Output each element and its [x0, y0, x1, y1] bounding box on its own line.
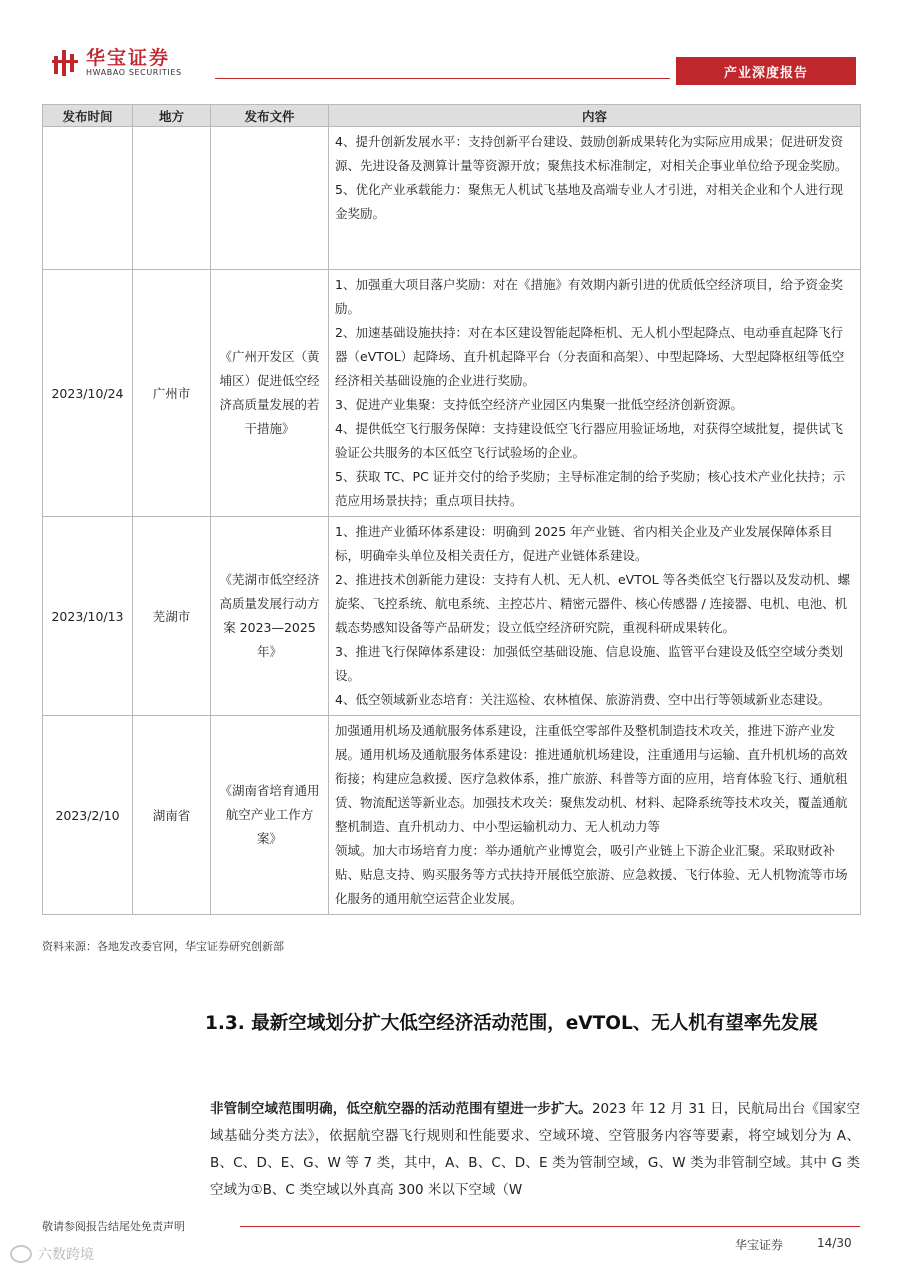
content-item: 4、提供低空飞行服务保障：支持建设低空飞行器应用验证场地，对获得空域批复，提供试飞验证公共服务的本区低空飞行试验场的企业。 [335, 421, 843, 460]
cell-file: 《广州开发区（黄埔区）促进低空经济高质量发展的若干措施》 [211, 270, 329, 517]
table-header-row [43, 105, 861, 127]
content-item: 1、加强重大项目落户奖励：对在《措施》有效期内新引进的优质低空经济项目，给予资金奖励。 [335, 277, 843, 316]
content-item: 4、提升创新发展水平：支持创新平台建设、鼓励创新成果转化为实际应用成果；促进研发资源、先进设备及测算计量等资源开放；聚焦技术标准制定，对相关企事业单位给予现金奖励。 [335, 134, 848, 173]
table-row [43, 270, 861, 517]
body-paragraph [210, 1096, 860, 1204]
page-header [0, 0, 900, 95]
cell-place: 湖南省 [133, 716, 211, 915]
page-number: 14/30 [817, 1236, 852, 1250]
cell-place: 芜湖市 [133, 517, 211, 716]
col-header-place: 地方 [133, 105, 211, 127]
cell-place: 广州市 [133, 270, 211, 517]
cell-date: 2023/2/10 [43, 716, 133, 915]
content-item: 4、低空领域新业态培育：关注巡检、农林植保、旅游消费、空中出行等领域新业态建设。 [335, 692, 831, 707]
cell-place [133, 127, 211, 270]
content-item: 5、获取 TC、PC 证并交付的给予奖励；主导标准定制的给予奖励；核心技术产业化扶持；示范应用场景扶持；重点项目扶持。 [335, 469, 846, 508]
content-item: 3、推进飞行保障体系建设：加强低空基础设施、信息设施、监管平台建设及低空空域分类划设。 [335, 644, 843, 683]
logo-cn-text: 华宝证券 [86, 47, 171, 69]
footer-company: 华宝证券 [735, 1238, 784, 1252]
content-item: 2、加速基础设施扶持：对在本区建设智能起降柜机、无人机小型起降点、电动垂直起降飞行器（eVTOL）起降场、直升机起降平台（分表面和高架）、中型起降场、大型起降枢纽等低空经济相关基础设施的企业进行奖励。 [335, 325, 845, 388]
cell-content [329, 270, 861, 517]
table-row [43, 517, 861, 716]
cell-date: 2023/10/13 [43, 517, 133, 716]
cell-file: 《湖南省培育通用航空产业工作方案》 [211, 716, 329, 915]
cell-file [211, 127, 329, 270]
company-logo [52, 48, 182, 78]
section-title: 1.3. 最新空域划分扩大低空经济活动范围，eVTOL、无人机有望率先发展 [205, 1013, 818, 1034]
body-lead-bold: 非管制空域范围明确，低空航空器的活动范围有望进一步扩大。 [210, 1101, 592, 1117]
logo-mark-icon [52, 50, 80, 76]
logo-en-text: HWABAO SECURITIES [86, 68, 182, 77]
footer-disclaimer: 敬请参阅报告结尾处免责声明 [42, 1220, 185, 1233]
footer-rule [240, 1226, 860, 1227]
content-item: 1、推进产业循环体系建设：明确到 2025 年产业链、省内相关企业及产业发展保障体系目标，明确牵头单位及相关责任方，促进产业链体系建设。 [335, 524, 833, 563]
cell-content [329, 517, 861, 716]
col-header-date: 发布时间 [43, 105, 133, 127]
content-item: 3、促进产业集聚：支持低空经济产业园区内集聚一批低空经济创新资源。 [335, 397, 743, 412]
watermark-text: 六数跨境 [38, 1247, 94, 1263]
policy-table [42, 104, 861, 915]
cell-content [329, 716, 861, 915]
content-item: 2、推进技术创新能力建设：支持有人机、无人机、eVTOL 等各类低空飞行器以及发动机、螺旋桨、飞控系统、航电系统、主控芯片、精密元器件、核心传感器 / 连接器、电机、电池、机载态势感知设备等产品研发；设立低空经济研究院，重视科研成果转化。 [335, 572, 851, 635]
cell-date: 2023/10/24 [43, 270, 133, 517]
cell-date [43, 127, 133, 270]
content-item: 5、优化产业承载能力：聚焦无人机试飞基地及高端专业人才引进，对相关企业和个人进行现金奖励。 [335, 182, 843, 221]
table-row [43, 127, 861, 270]
report-type-badge: 产业深度报告 [676, 57, 856, 85]
body-text: 2023 年 12 月 31 日，民航局出台《国家空域基础分类方法》，依据航空器飞行规则和性能要求、空域环境、空管服务内容等要素，将空域划分为 A、B、C、D、E、G、W 等 7 类，其中，A、B、C、D、E 类为管制空域，G、W 类为非管制空域。其中 G 类空域为①B、C 类空域以外真高 300 米以下空域（W [210, 1101, 860, 1198]
table-row [43, 716, 861, 915]
col-header-content: 内容 [329, 105, 861, 127]
content-item: 加强通用机场及通航服务体系建设，注重低空零部件及整机制造技术攻关，推进下游产业发展。通用机场及通航服务体系建设：推进通航机场建设，注重通用与运输、直升机机场的高效衔接；构建应急救援、医疗急救体系，推广旅游、科普等方面的应用，培育体验飞行、通航租赁、物流配送等新业态。加强技术攻关：聚焦发动机、材料、起降系统等技术攻关，覆盖通航整机制造、直升机动力、中小型运输机动力、无人机动力等 [335, 723, 848, 834]
col-header-file: 发布文件 [211, 105, 329, 127]
content-item: 领域。加大市场培育力度：举办通航产业博览会，吸引产业链上下游企业汇聚。采取财政补贴、贴息支持、购买服务等方式扶持开展低空旅游、应急救援、飞行体验、无人机物流等市场化服务的通用航空运营企业发展。 [335, 843, 848, 906]
header-rule [215, 78, 670, 79]
cell-file: 《芜湖市低空经济高质量发展行动方案 2023—2025 年》 [211, 517, 329, 716]
watermark [10, 1244, 94, 1264]
cell-content [329, 127, 861, 270]
source-note: 资料来源：各地发改委官网，华宝证券研究创新部 [42, 940, 284, 953]
watermark-icon [10, 1245, 32, 1263]
